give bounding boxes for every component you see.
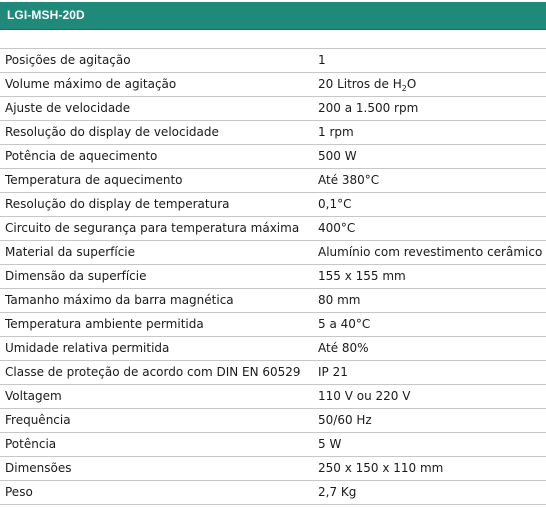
spec-label: Umidade relativa permitida: [5, 341, 170, 355]
spec-value: 110 V ou 220 V: [318, 389, 411, 403]
spec-value: Alumínio com revestimento cerâmico: [318, 245, 543, 259]
spec-value-prefix: 20 Litros de H: [318, 77, 402, 91]
spec-value: 5 a 40°C: [318, 317, 371, 331]
spec-table: [0, 48, 546, 505]
spec-value: 1: [318, 53, 326, 67]
spec-value: 500 W: [318, 149, 357, 163]
spec-row: [0, 73, 546, 97]
spec-label: Ajuste de velocidade: [5, 101, 131, 115]
spec-label: Dimensão da superfície: [5, 269, 147, 283]
spec-label: Resolução do display de velocidade: [5, 125, 219, 139]
spec-value-suffix: O: [406, 77, 417, 91]
spec-label: Posições de agitação: [5, 53, 131, 67]
spec-label: Peso: [5, 485, 33, 499]
spec-value: 1 rpm: [318, 125, 354, 139]
spec-label: Dimensões: [5, 461, 72, 475]
spec-value: 0,1°C: [318, 197, 352, 211]
spec-header-bar: [0, 2, 546, 30]
spec-value: [318, 77, 416, 91]
spec-row: [0, 481, 546, 505]
spec-label: Tamanho máximo da barra magnética: [5, 293, 234, 307]
spec-value: 200 a 1.500 rpm: [318, 101, 419, 115]
spec-row: [0, 313, 546, 337]
spec-row: [0, 433, 546, 457]
spec-row: [0, 97, 546, 121]
spec-row: [0, 217, 546, 241]
spec-row: [0, 409, 546, 433]
spec-label: Potência: [5, 437, 57, 451]
product-model-title: LGI-MSH-20D: [7, 8, 85, 22]
spec-value: 80 mm: [318, 293, 361, 307]
spec-row: [0, 289, 546, 313]
spec-row: [0, 145, 546, 169]
spec-row: [0, 457, 546, 481]
spec-label: Frequência: [5, 413, 71, 427]
spec-label: Circuito de segurança para temperatura máxima: [5, 221, 300, 235]
spec-label: Volume máximo de agitação: [5, 77, 177, 91]
spec-value: Até 380°C: [318, 173, 380, 187]
spec-label: Potência de aquecimento: [5, 149, 158, 163]
spec-value: 155 x 155 mm: [318, 269, 406, 283]
spec-label: Material da superfície: [5, 245, 136, 259]
spec-label: Temperatura ambiente permitida: [5, 317, 204, 331]
spec-row: [0, 193, 546, 217]
spec-value: Até 80%: [318, 341, 369, 355]
spec-label: Resolução do display de temperatura: [5, 197, 230, 211]
spec-row: [0, 241, 546, 265]
spec-label: Voltagem: [5, 389, 62, 403]
spec-row: [0, 361, 546, 385]
spec-value: 2,7 Kg: [318, 485, 357, 499]
spec-label: Temperatura de aquecimento: [5, 173, 183, 187]
spec-row: [0, 385, 546, 409]
spec-row: [0, 48, 546, 73]
spec-label: Classe de proteção de acordo com DIN EN 60529: [5, 365, 301, 379]
spec-row: [0, 169, 546, 193]
spec-value-subscript: 2: [401, 84, 407, 93]
spec-row: [0, 121, 546, 145]
spec-value: 400°C: [318, 221, 356, 235]
spec-value: IP 21: [318, 365, 348, 379]
spec-value: 250 x 150 x 110 mm: [318, 461, 444, 475]
spec-value: 5 W: [318, 437, 342, 451]
spec-value: 50/60 Hz: [318, 413, 372, 427]
spec-row: [0, 337, 546, 361]
spec-row: [0, 265, 546, 289]
